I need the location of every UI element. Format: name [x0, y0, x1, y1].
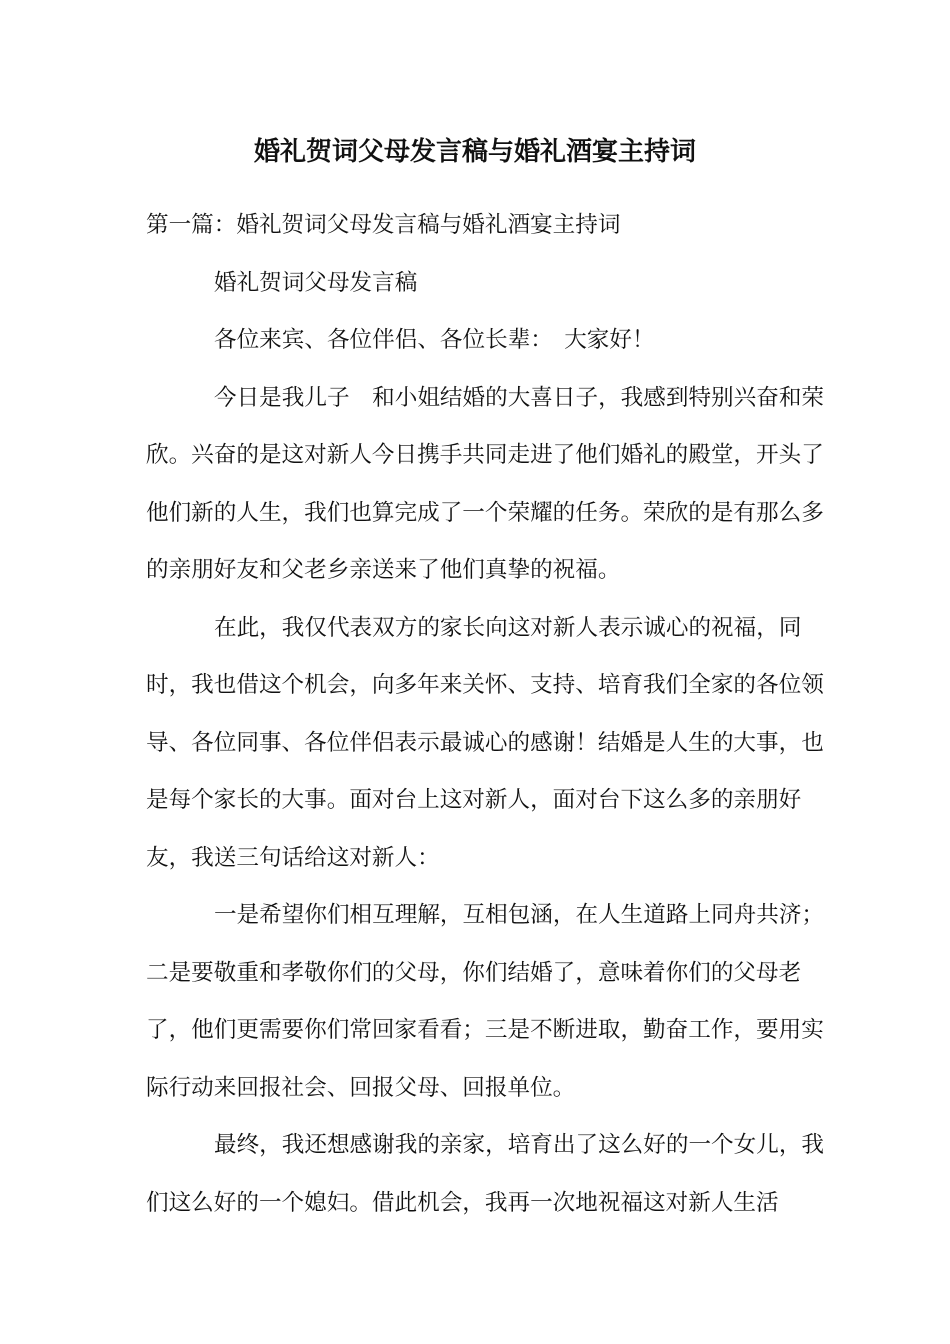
- speech-subtitle: 婚礼贺词父母发言稿: [214, 269, 418, 296]
- body-paragraph: 一是希望你们相互理解，互相包涵，在人生道路上同舟共济；二是要敬重和孝敬你们的父母，你们结婚了，意味着你们的父母老了，他们更需要你们常回家看看；三是不断进取，勤奋工作，要用实际行动来回报社会、回报父母、回报单位。: [146, 902, 825, 1101]
- document-body: [146, 197, 826, 1232]
- body-paragraph: 最终，我还想感谢我的亲家，培育出了这么好的一个女儿，我们这么好的一个媳妇。借此机会，我再一次地祝福这对新人生活: [146, 1132, 825, 1216]
- body-paragraph: 在此，我仅代表双方的家长向这对新人表示诚心的祝福，同时，我也借这个机会，向多年来关怀、支持、培育我们全家的各位领导、各位同事、各位伴侣表示最诚心的感谢！结婚是人生的大事，也是每个家长的大事。面对台上这对新人，面对台下这么多的亲朋好友，我送三句话给这对新人：: [146, 614, 824, 871]
- document-title: 婚礼贺词父母发言稿与婚礼酒宴主持词: [253, 137, 696, 167]
- body-paragraph: 今日是我儿子 和小姐结婚的大喜日子，我感到特别兴奋和荣欣。兴奋的是这对新人今日携手共同走进了他们婚礼的殿堂，开头了他们新的人生，我们也算完成了一个荣耀的任务。荣欣的是有那么多的亲朋好友和父老乡亲送来了他们真挚的祝福。: [146, 384, 825, 583]
- greeting-line: 各位来宾、各位伴侣、各位长辈： 大家好！: [214, 327, 655, 353]
- section-heading: 第一篇：婚礼贺词父母发言稿与婚礼酒宴主持词: [146, 212, 621, 238]
